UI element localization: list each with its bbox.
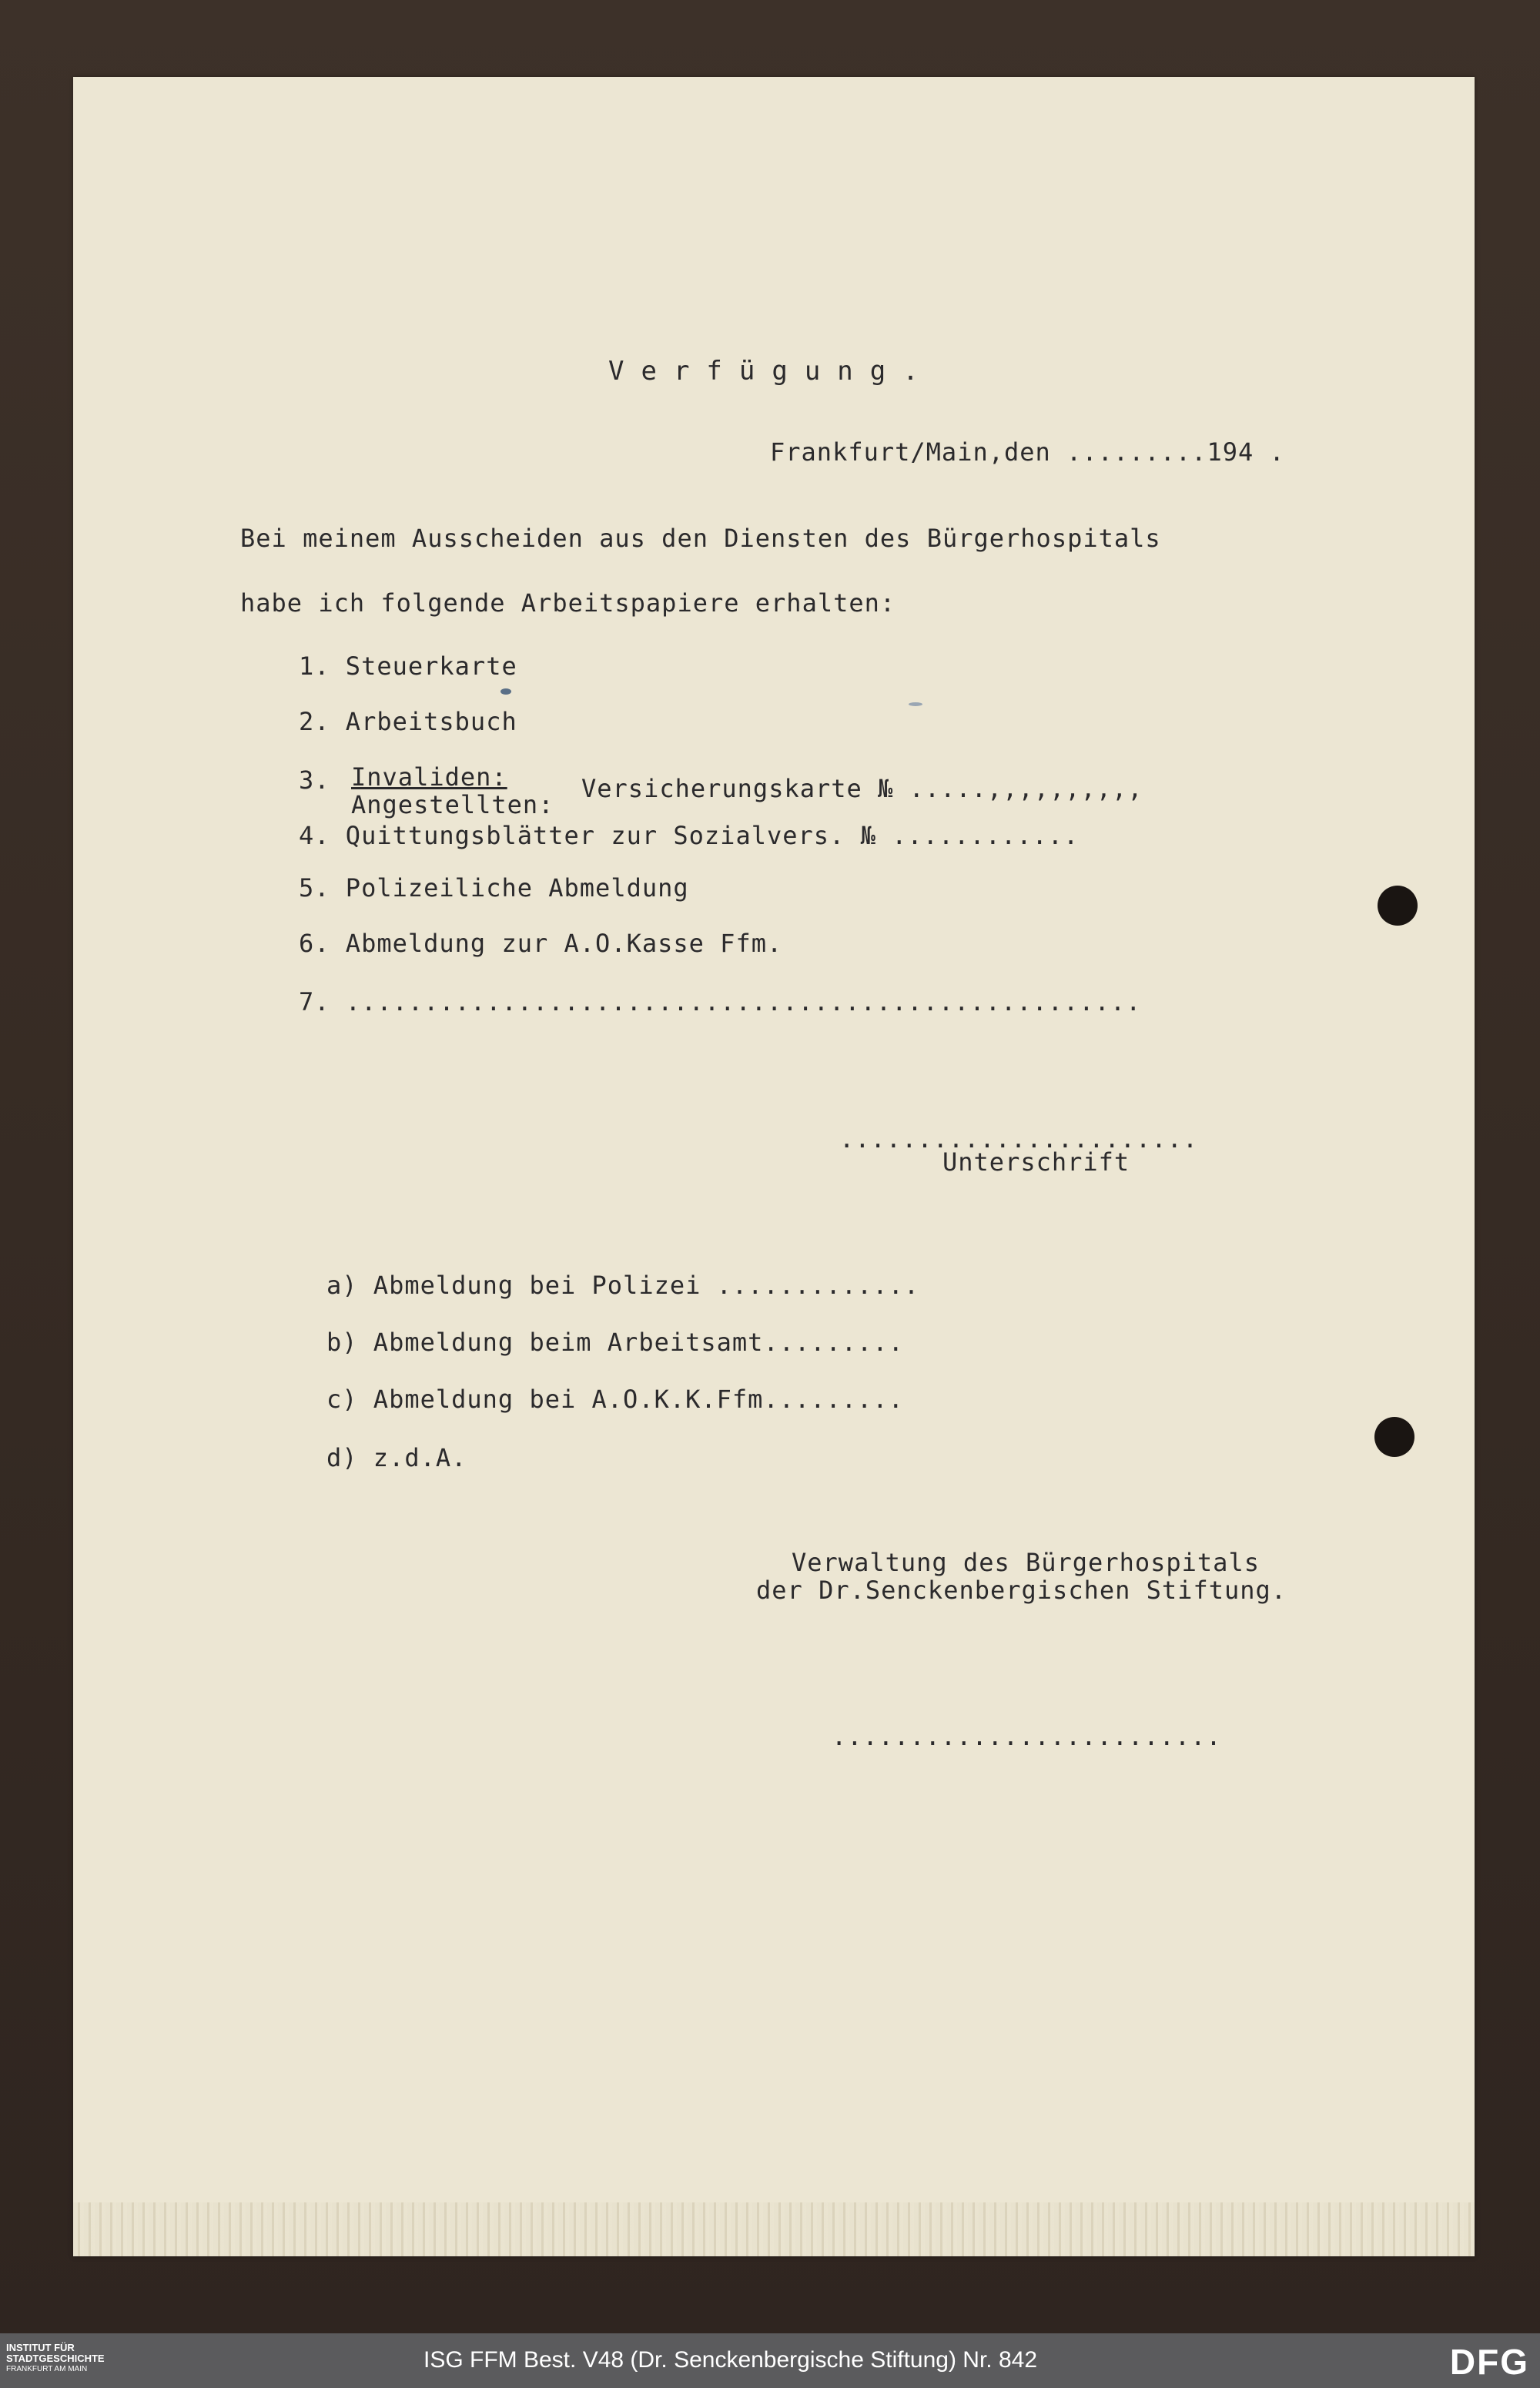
dfg-logo: DFG <box>1449 2342 1529 2382</box>
action-item: d) z.d.A. <box>326 1443 467 1472</box>
paper-bottom-edge <box>73 2202 1475 2256</box>
invaliden-label: Invaliden: <box>351 762 507 792</box>
logo-line: INSTITUT FÜR <box>6 2342 75 2353</box>
list-item: 5. Polizeiliche Abmeldung <box>299 873 689 903</box>
intro-line-2: habe ich folgende Arbeitspapiere erhalten: <box>240 588 896 618</box>
document-title: Verfügung. <box>608 356 936 387</box>
punch-hole-upper <box>1378 886 1418 926</box>
angestellten-label: Angestellten: <box>351 790 554 819</box>
action-item: c) Abmeldung bei A.O.K.K.Ffm......... <box>326 1385 904 1414</box>
administration-line-1: Verwaltung des Bürgerhospitals <box>792 1548 1260 1577</box>
punch-hole-lower <box>1374 1417 1414 1457</box>
place-date-line: Frankfurt/Main,den .........194 . <box>770 437 1285 467</box>
archive-caption: ISG FFM Best. V48 (Dr. Senckenbergische Stiftung) Nr. 842 <box>424 2347 1038 2373</box>
action-item: b) Abmeldung beim Arbeitsamt......... <box>326 1328 904 1357</box>
document-page <box>73 77 1475 2256</box>
institute-logo <box>6 2343 105 2375</box>
ink-speck <box>500 688 511 695</box>
list-item: 7. ................................................... <box>299 987 1142 1016</box>
list-item: 4. Quittungsblätter zur Sozialvers. № ............ <box>299 821 1080 850</box>
administration-line-2: der Dr.Senckenbergischen Stiftung. <box>756 1576 1287 1605</box>
ink-speck <box>909 702 922 706</box>
list-item: 2. Arbeitsbuch <box>299 707 517 736</box>
list-item: 1. Steuerkarte <box>299 651 517 681</box>
archive-footer <box>0 2333 1540 2388</box>
administration-signature-dots: ......................... <box>832 1722 1222 1751</box>
versicherungskarte-line: Versicherungskarte № .....,,,,,,,,,, <box>581 774 1143 803</box>
list-item: 6. Abmeldung zur A.O.Kasse Ffm. <box>299 929 783 958</box>
intro-line-1: Bei meinem Ausscheiden aus den Diensten des Bürgerhospitals <box>240 524 1161 553</box>
signature-dots: ....................... <box>839 1124 1199 1154</box>
logo-line: FRANKFURT AM MAIN <box>6 2365 88 2373</box>
action-item: a) Abmeldung bei Polizei ............. <box>326 1271 920 1300</box>
logo-line: STADTGESCHICHTE <box>6 2353 105 2364</box>
list-item-number: 3. <box>299 765 330 795</box>
signature-label: Unterschrift <box>942 1147 1130 1177</box>
